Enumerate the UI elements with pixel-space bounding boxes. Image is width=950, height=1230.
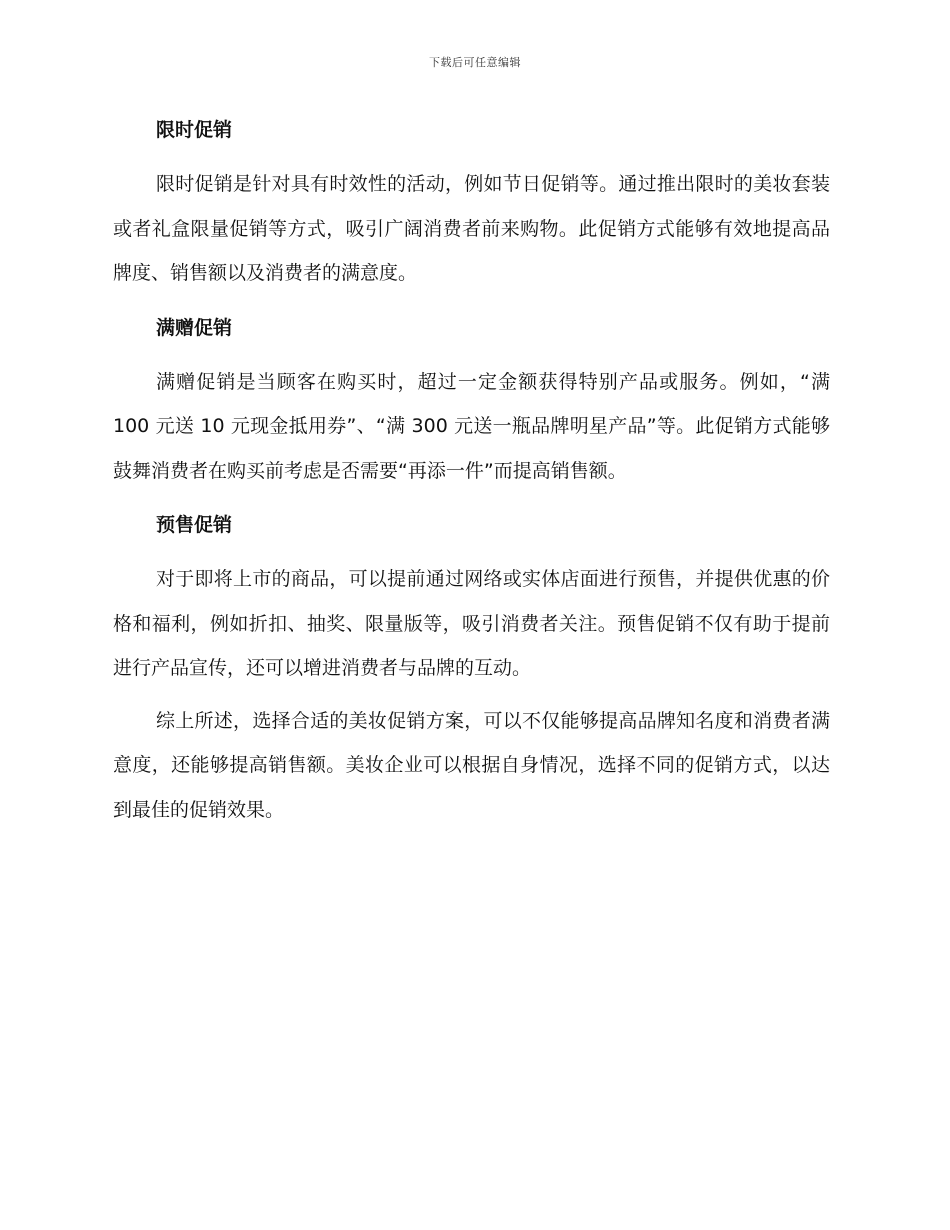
section-paragraph: 对于即将上市的商品，可以提前通过网络或实体店面进行预售，并提供优惠的价格和福利，例如折扣、抽奖、限量版等，吸引消费者关注。预售促销不仅有助于提前进行产品宣传，还可以增进消费者与品牌的互动。: [113, 568, 830, 679]
section-presale: [113, 507, 830, 691]
document-body: [113, 112, 830, 840]
section-paragraph: 满赠促销是当顾客在购买时，超过一定金额获得特别产品或服务。例如，“满 100 元送 10 元现金抵用券”、“满 300 元送一瓶品牌明星产品”等。此促销方式能够鼓舞消费者在购买前考虑是否需要“再添一件”而提高销售额。: [113, 370, 830, 482]
section-heading: 满赠促销: [156, 316, 233, 339]
section-paragraph: 限时促销是针对具有时效性的活动，例如节日促销等。通过推出限时的美妆套装或者礼盒限量促销等方式，吸引广阔消费者前来购物。此促销方式能够有效地提高品牌度、销售额以及消费者的满意度。: [113, 173, 830, 284]
section-heading: 限时促销: [156, 119, 233, 141]
section-limited-time: [113, 112, 830, 296]
conclusion-paragraph: 综上所述，选择合适的美妆促销方案，可以不仅能够提高品牌知名度和消费者满意度，还能够提高销售额。美妆企业可以根据自身情况，选择不同的促销方式，以达到最佳的促销效果。: [113, 709, 830, 821]
section-heading: 预售促销: [156, 514, 233, 536]
section-gift-with-purchase: [113, 310, 830, 494]
header-note: 下载后可任意编辑: [429, 56, 521, 69]
